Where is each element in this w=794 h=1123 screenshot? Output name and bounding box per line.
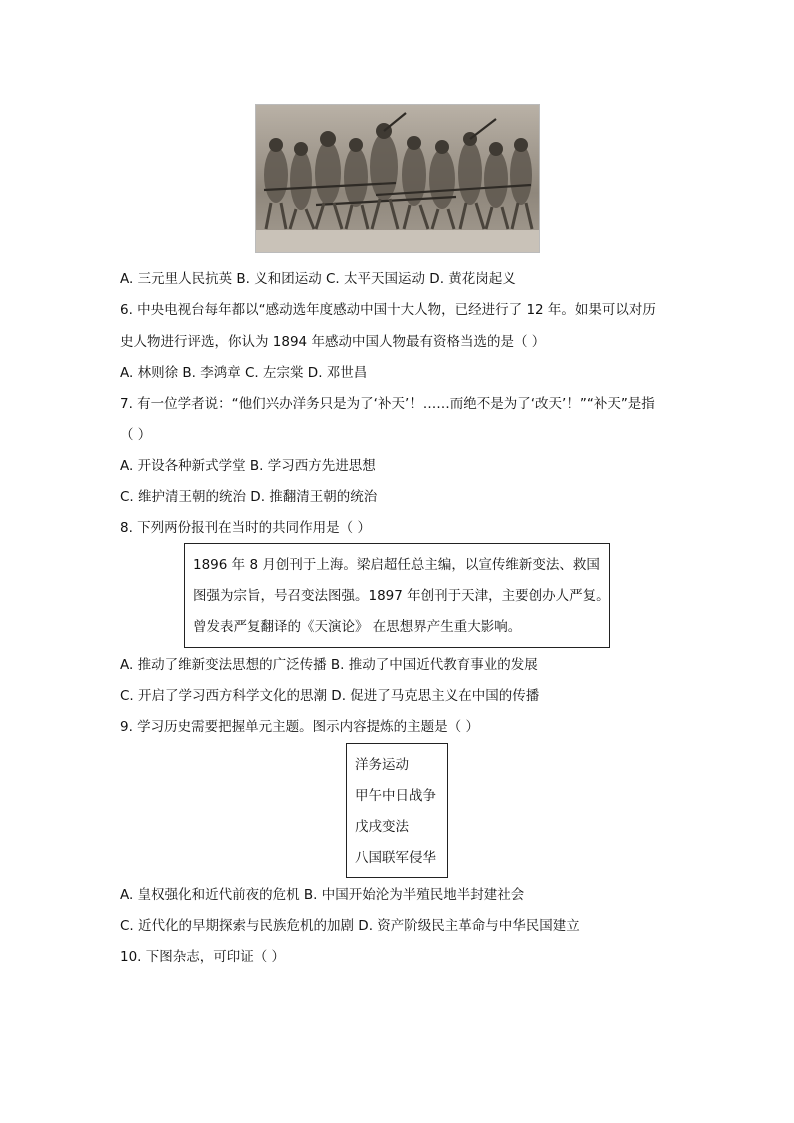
q7-stem-line1: 7. 有一位学者说：“他们兴办洋务只是为了‘补天’！……而绝不是为了‘改天’！”“补天”是指	[120, 396, 655, 412]
q8-stem: 8. 下列两份报刊在当时的共同作用是（ ）	[120, 520, 371, 536]
q9-box-item: 洋务运动	[355, 757, 409, 773]
q6-options: A. 林则徐 B. 李鸿章 C. 左宗棠 D. 邓世昌	[120, 365, 368, 381]
q8-box-line: 图强为宗旨，号召变法图强。1897 年创刊于天津，主要创办人严复。	[193, 588, 610, 604]
q9-box-item: 八国联军侵华	[355, 850, 436, 866]
q8-box-line: 1896 年 8 月创刊于上海。梁启超任总主编，以宣传维新变法、救国	[193, 557, 600, 573]
q8-source-box	[184, 543, 610, 648]
q10-stem: 10. 下图杂志，可印证（ ）	[120, 949, 286, 965]
q8-option-cd: C. 开启了学习西方科学文化的思潮 D. 促进了马克思主义在中国的传播	[120, 688, 540, 704]
q9-option-ab: A. 皇权强化和近代前夜的危机 B. 中国开始沦为半殖民地半封建社会	[120, 887, 525, 903]
q9-option-cd: C. 近代化的早期探索与民族危机的加剧 D. 资产阶级民主革命与中华民国建立	[120, 918, 580, 934]
q6-stem-line1: 6. 中央电视台每年都以“感动选年度感动中国十大人物，已经进行了 12 年。如果可以对历	[120, 302, 656, 318]
q7-stem-line2: （ ）	[120, 427, 152, 443]
q9-box-item: 甲午中日战争	[355, 788, 436, 804]
q9-topic-box	[346, 743, 448, 878]
q9-stem: 9. 学习历史需要把握单元主题。图示内容提炼的主题是（ ）	[120, 719, 479, 735]
relief-sculpture-image	[255, 104, 540, 253]
q8-option-ab: A. 推动了维新变法思想的广泛传播 B. 推动了中国近代教育事业的发展	[120, 657, 538, 673]
q7-option-cd: C. 维护清王朝的统治 D. 推翻清王朝的统治	[120, 489, 378, 505]
q5-options: A. 三元里人民抗英 B. 义和团运动 C. 太平天国运动 D. 黄花岗起义	[120, 271, 516, 287]
q9-box-item: 戊戌变法	[355, 819, 409, 835]
q8-box-line: 曾发表严复翻译的《天演论》 在思想界产生重大影响。	[193, 619, 522, 635]
q7-option-ab: A. 开设各种新式学堂 B. 学习西方先进思想	[120, 458, 376, 474]
q6-stem-line2: 史人物进行评选，你认为 1894 年感动中国人物最有资格当选的是（ ）	[120, 334, 546, 350]
